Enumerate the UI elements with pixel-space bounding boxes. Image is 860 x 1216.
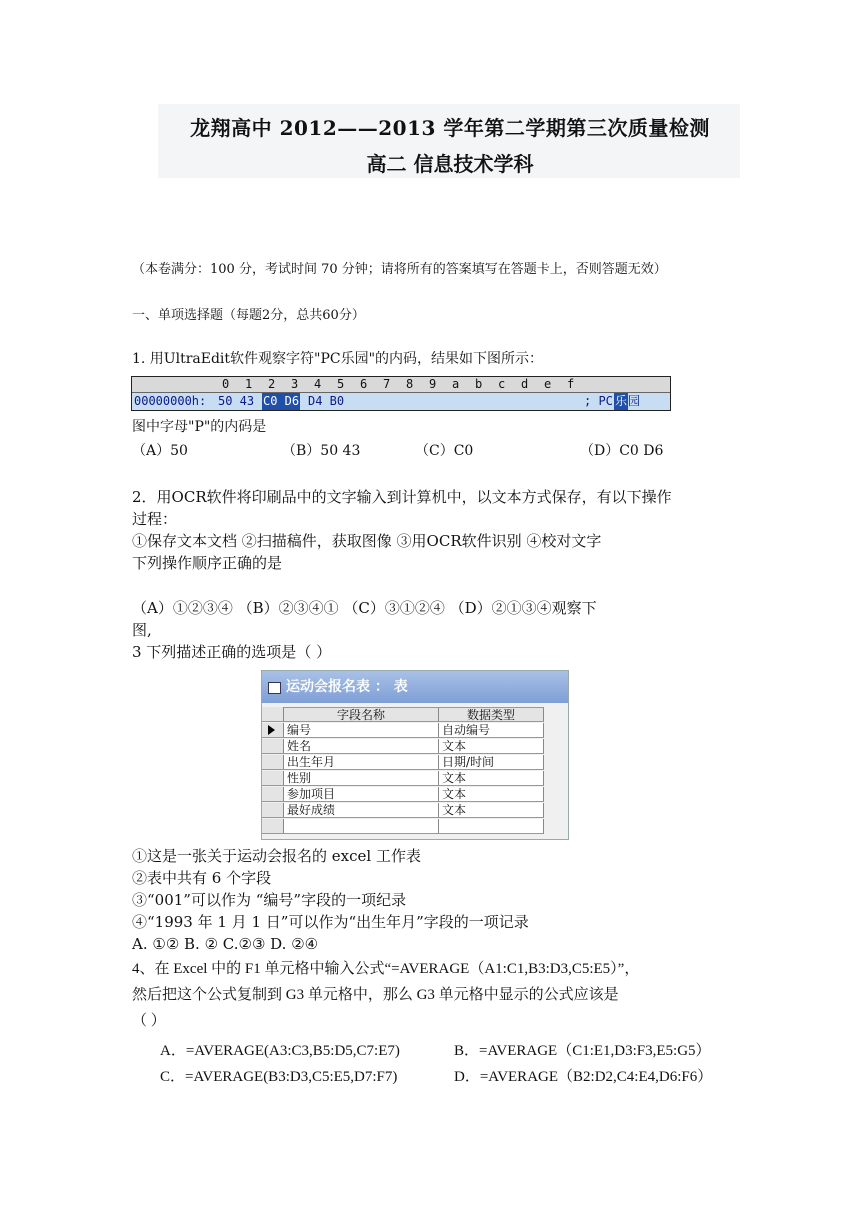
q3-statement-4: ④“1993 年 1 月 1 日”可以作为“出生年月”字段的一项记录 — [132, 913, 529, 931]
hex-col: 0 — [222, 377, 230, 391]
q2-options: （A）①②③④ （B）②③④① （C）③①②④ （D）②①③④观察下 — [132, 599, 597, 617]
table-row-empty[interactable] — [262, 819, 568, 835]
hex-column-header — [132, 377, 670, 393]
field-name-cell[interactable] — [284, 819, 439, 834]
hex-col: 4 — [314, 377, 322, 391]
q2-stem-wrap: 过程： — [132, 510, 178, 528]
table-row[interactable] — [262, 803, 568, 819]
row-selector[interactable] — [262, 819, 284, 834]
window-titlebar — [262, 671, 568, 703]
q2-steps: ①保存文本文档 ②扫描稿件，获取图像 ③用OCR软件识别 ④校对文字 — [132, 532, 602, 550]
row-selector[interactable] — [262, 803, 284, 818]
field-name-cell[interactable]: 出生年月 — [284, 755, 439, 770]
hex-address: 00000000h: — [134, 394, 207, 408]
column-header-field-name: 字段名称 — [284, 707, 439, 722]
q1-option-a: （A）50 — [132, 443, 188, 459]
q1-option-d: （D）C0 D6 — [580, 443, 664, 459]
column-header-data-type: 数据类型 — [439, 707, 544, 722]
hex-ascii: 园 — [628, 394, 641, 408]
exam-title: 龙翔高中 2012——2013 学年第二学期第三次质量检测 — [190, 116, 710, 140]
data-type-cell[interactable]: 文本 — [439, 771, 544, 786]
table-icon — [268, 682, 281, 694]
data-type-cell[interactable]: 文本 — [439, 803, 544, 818]
access-table-window — [261, 670, 569, 840]
hex-col: b — [475, 377, 483, 391]
q4-option-c: C．=AVERAGE(B3:D3,C5:E5,D7:F7) — [160, 1069, 398, 1085]
q3-stem: 3 下列描述正确的选项是（ ） — [132, 643, 332, 661]
field-name-cell[interactable]: 性别 — [284, 771, 439, 786]
hex-viewer — [131, 376, 671, 411]
q4-stem: 4、在 Excel 中的 F1 单元格中输入公式“=AVERAGE（A1:C1,B3:D3,C5:E5）”， — [132, 961, 640, 977]
hex-col: 2 — [268, 377, 276, 391]
q4-option-b: B．=AVERAGE（C1:E1,D3:F3,E5:G5） — [454, 1043, 711, 1059]
current-row-arrow-icon — [268, 725, 275, 735]
table-row[interactable] — [262, 723, 568, 739]
data-type-cell[interactable]: 文本 — [439, 787, 544, 802]
hex-ascii-selected: 乐 — [615, 394, 628, 408]
q4-option-d: D．=AVERAGE（B2:D2,C4:E4,D6:F6） — [454, 1069, 713, 1085]
q2-options-wrap: 图, — [132, 621, 152, 639]
hex-data-row — [132, 393, 670, 410]
data-type-cell[interactable]: 文本 — [439, 739, 544, 754]
hex-bytes: D4 B0 — [308, 394, 345, 408]
hex-col: e — [544, 377, 552, 391]
data-type-cell[interactable]: 自动编号 — [439, 723, 544, 738]
row-selector[interactable] — [262, 739, 284, 754]
hex-col: 1 — [245, 377, 253, 391]
hex-bytes-selected: C0 D6 — [263, 394, 300, 408]
q1-option-b: （B）50 43 — [282, 443, 361, 459]
row-selector[interactable] — [262, 723, 284, 738]
row-selector[interactable] — [262, 787, 284, 802]
q1-option-c: （C）C0 — [415, 443, 474, 459]
q3-statement-2: ②表中共有 6 个字段 — [132, 869, 272, 887]
q3-statement-1: ①这是一张关于运动会报名的 excel 工作表 — [132, 847, 421, 865]
hex-col: 3 — [291, 377, 299, 391]
table-row[interactable] — [262, 787, 568, 803]
field-name-cell[interactable]: 编号 — [284, 723, 439, 738]
section-heading: 一、单项选择题（每题2分，总共60分） — [132, 308, 365, 323]
data-type-cell[interactable] — [439, 819, 544, 834]
q3-options: A. ①② B. ② C.②③ D. ②④ — [132, 935, 319, 953]
data-type-cell[interactable]: 日期/时间 — [439, 755, 544, 770]
hex-col: 8 — [406, 377, 414, 391]
hex-col: f — [567, 377, 575, 391]
q1-question: 图中字母"P"的内码是 — [132, 419, 267, 435]
row-selector[interactable] — [262, 755, 284, 770]
hex-col: d — [521, 377, 529, 391]
q2-stem: 2．用OCR软件将印刷品中的文字输入到计算机中，以文本方式保存，有以下操作 — [132, 488, 672, 506]
window-title: 运动会报名表 ： 表 — [286, 679, 408, 695]
row-selector[interactable] — [262, 771, 284, 786]
hex-col: c — [498, 377, 506, 391]
table-row[interactable] — [262, 755, 568, 771]
hex-col: a — [452, 377, 460, 391]
q1-stem: 1. 用UltraEdit软件观察字符"PC乐园"的内码，结果如下图所示： — [132, 351, 544, 367]
hex-col: 6 — [360, 377, 368, 391]
field-name-cell[interactable]: 最好成绩 — [284, 803, 439, 818]
hex-col: 5 — [337, 377, 345, 391]
table-row[interactable] — [262, 739, 568, 755]
hex-ascii: ; PC — [584, 394, 613, 408]
table-row[interactable] — [262, 771, 568, 787]
hex-col: 7 — [383, 377, 391, 391]
field-name-cell[interactable]: 参加项目 — [284, 787, 439, 802]
hex-bytes: 50 43 — [218, 394, 255, 408]
q4-stem-paren: （ ） — [132, 1013, 166, 1029]
q2-question: 下列操作顺序正确的是 — [132, 554, 283, 572]
row-selector — [262, 707, 284, 722]
q4-option-a: A．=AVERAGE(A3:C3,B5:D5,C7:E7) — [160, 1043, 400, 1059]
q3-statement-3: ③“001”可以作为 “编号”字段的一项纪录 — [132, 891, 407, 909]
field-name-cell[interactable]: 姓名 — [284, 739, 439, 754]
exam-note: （本卷满分：100 分，考试时间 70 分钟；请将所有的答案填写在答题卡上，否则答题无效） — [132, 262, 667, 277]
exam-subtitle: 高二 信息技术学科 — [366, 152, 534, 176]
q4-stem-wrap: 然后把这个公式复制到 G3 单元格中，那么 G3 单元格中显示的公式应该是 — [132, 987, 619, 1003]
hex-col: 9 — [429, 377, 437, 391]
table-header-row — [262, 707, 568, 723]
